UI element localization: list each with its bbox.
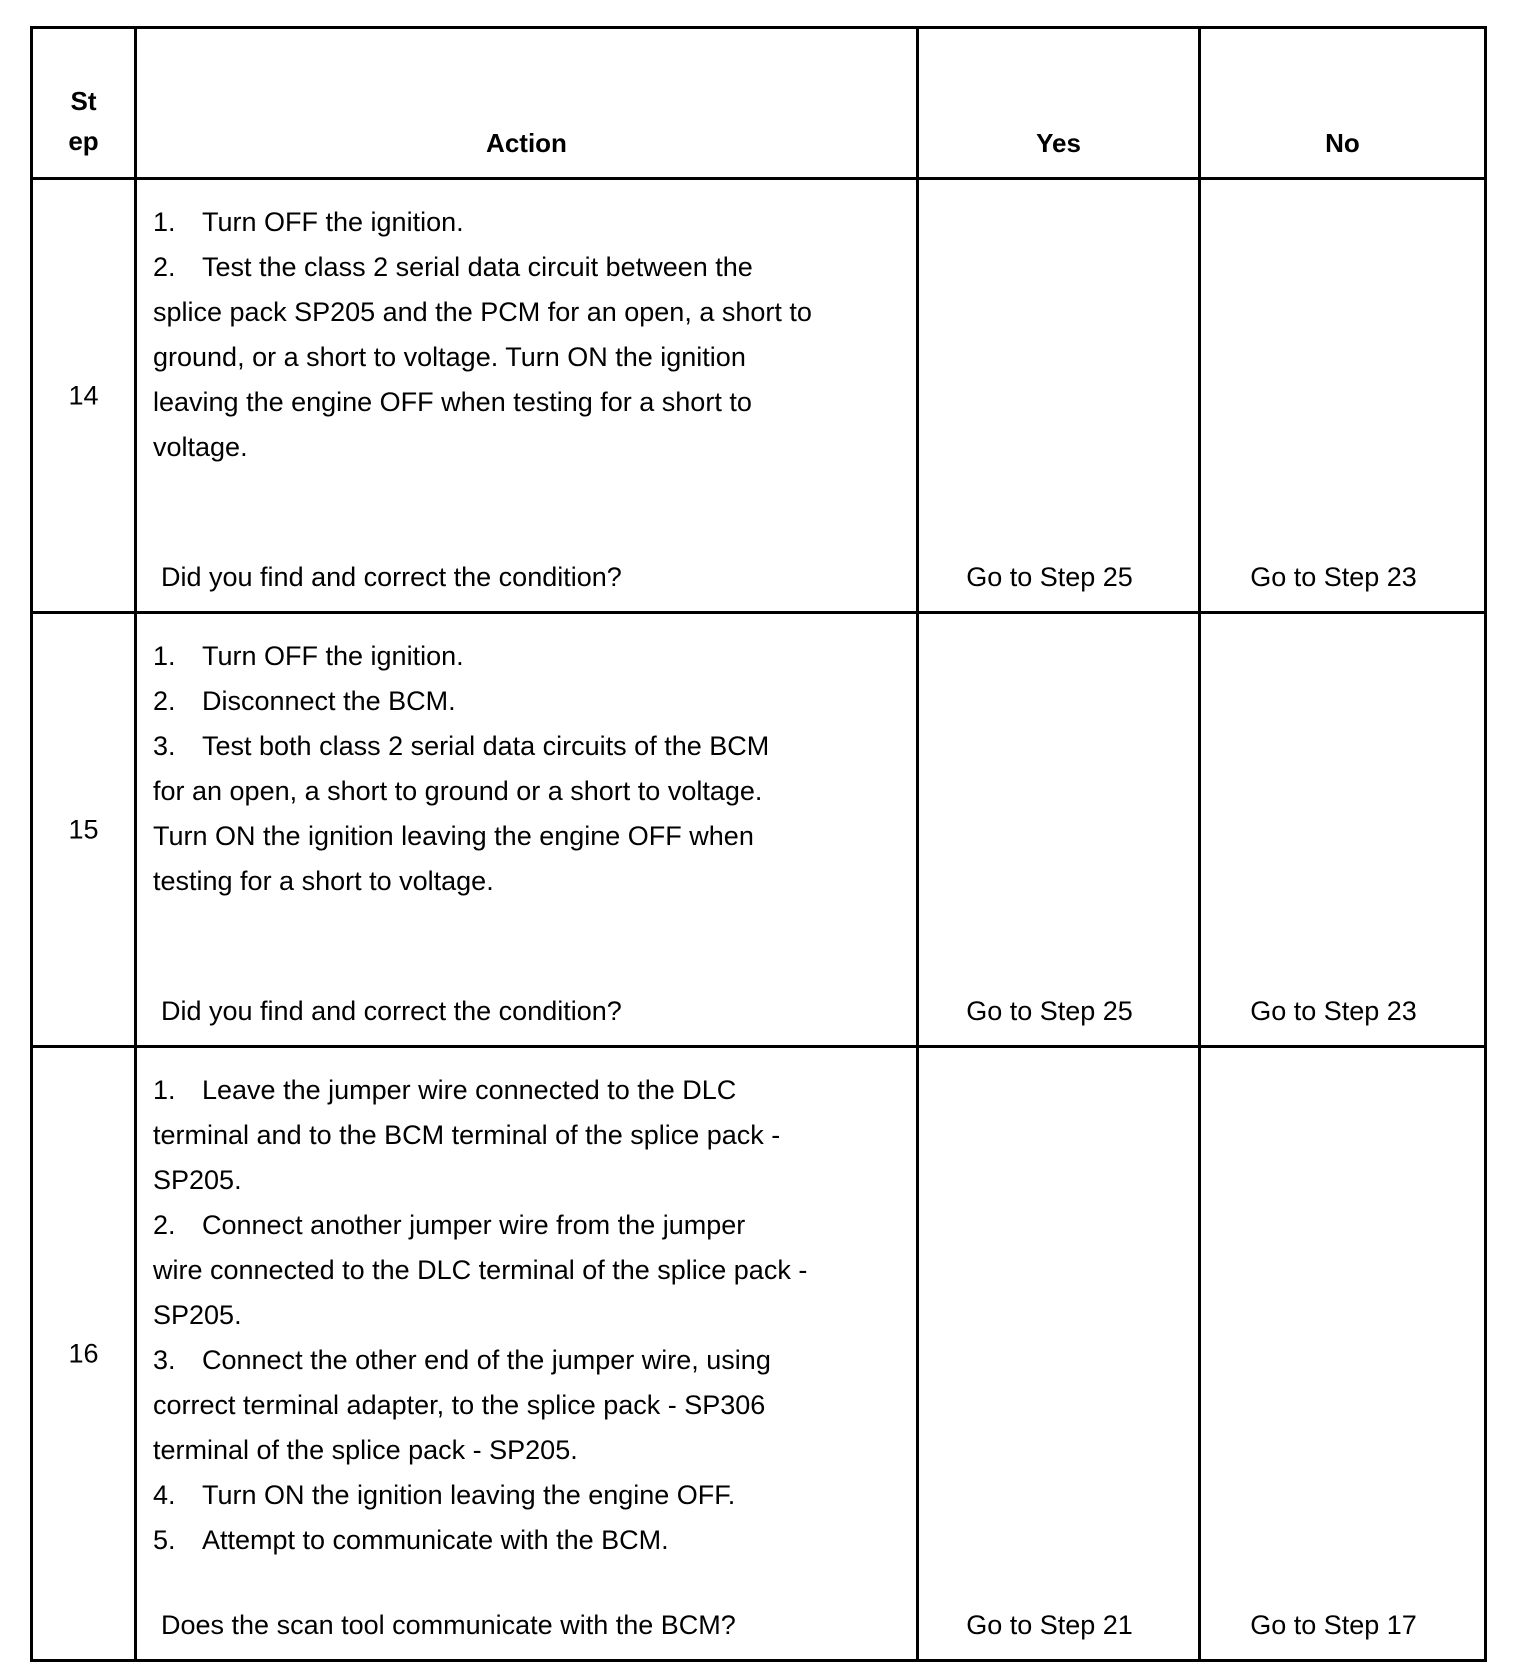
diagnostic-table [30,26,1487,1662]
header-step-line1: St [70,86,97,116]
table-row [32,1047,1486,1661]
action-line [153,380,900,425]
header-no [1200,28,1486,179]
no-result: Go to Step 23 [1250,562,1417,592]
action-text: leaving the engine OFF when testing for a short to [153,387,752,417]
action-text: Attempt to communicate with the BCM. [202,1525,669,1555]
action-text: SP205. [153,1165,242,1195]
action-question: Did you find and correct the condition? [161,562,622,592]
action-text: Connect the other end of the jumper wire, using [202,1345,771,1375]
action-text: terminal of the splice pack - SP205. [153,1435,578,1465]
table-row [32,179,1486,613]
no-cell [1200,1047,1486,1661]
yes-cell [918,179,1200,613]
action-text: wire connected to the DLC terminal of the splice pack - [153,1255,808,1285]
step-number: 15 [68,814,99,844]
action-line [153,245,900,290]
header-step-line2: ep [68,126,99,156]
action-text: for an open, a short to ground or a short to voltage. [153,776,763,806]
action-line [153,724,900,769]
action-line [153,859,900,904]
action-text: ground, or a short to voltage. Turn ON the ignition [153,342,746,372]
step-cell [32,1047,136,1661]
action-step-number: 4. [153,1480,176,1510]
action-cell [136,179,918,613]
action-step-number: 3. [153,731,176,761]
action-text: terminal and to the BCM terminal of the splice pack - [153,1120,781,1150]
action-step-number: 2. [153,252,176,282]
header-no-label: No [1325,128,1360,158]
action-line [153,634,900,679]
action-line [153,1113,900,1158]
table-row [32,613,1486,1047]
action-text: splice pack SP205 and the PCM for an open, a short to [153,297,812,327]
yes-result: Go to Step 25 [966,562,1133,592]
action-text: Test both class 2 serial data circuits of the BCM [202,731,770,761]
header-row [32,28,1486,179]
action-text: Turn OFF the ignition. [202,641,464,671]
action-text: voltage. [153,432,248,462]
yes-result: Go to Step 21 [966,1610,1133,1640]
action-text: SP205. [153,1300,242,1330]
no-cell [1200,179,1486,613]
action-line [153,335,900,380]
header-action-label: Action [486,128,567,158]
action-line [153,1068,900,1113]
action-line [153,200,900,245]
action-line [153,1203,900,1248]
action-step-number: 2. [153,1210,176,1240]
action-line [153,769,900,814]
action-line [153,425,900,470]
action-step-number: 2. [153,686,176,716]
action-line [153,1428,900,1473]
action-line [153,1518,900,1563]
step-number: 14 [68,380,99,410]
action-line [153,1248,900,1293]
action-line [153,1383,900,1428]
action-lines [137,1048,916,1563]
no-result: Go to Step 17 [1250,1610,1417,1640]
action-line [153,679,900,724]
action-line [153,814,900,859]
header-yes [918,28,1200,179]
yes-cell [918,613,1200,1047]
action-line [153,290,900,335]
header-yes-label: Yes [1036,128,1081,158]
action-text: Turn OFF the ignition. [202,207,464,237]
action-lines [137,614,916,904]
action-text: Turn ON the ignition leaving the engine OFF when [153,821,754,851]
action-line [153,1473,900,1518]
action-step-number: 1. [153,1075,176,1105]
action-line [153,1293,900,1338]
action-step-number: 1. [153,641,176,671]
yes-cell [918,1047,1200,1661]
step-cell [32,613,136,1047]
yes-result: Go to Step 25 [966,996,1133,1026]
action-lines [137,180,916,470]
action-text: Turn ON the ignition leaving the engine OFF. [202,1480,736,1510]
action-text: testing for a short to voltage. [153,866,494,896]
action-cell [136,613,918,1047]
header-step [32,28,136,179]
action-cell [136,1047,918,1661]
no-cell [1200,613,1486,1047]
action-text: Connect another jumper wire from the jumper [202,1210,746,1240]
action-step-number: 5. [153,1525,176,1555]
header-action [136,28,918,179]
action-step-number: 3. [153,1345,176,1375]
action-question: Does the scan tool communicate with the BCM? [161,1610,736,1640]
action-text: Leave the jumper wire connected to the DLC [202,1075,737,1105]
step-cell [32,179,136,613]
step-number: 16 [68,1338,99,1368]
action-question: Did you find and correct the condition? [161,996,622,1026]
no-result: Go to Step 23 [1250,996,1417,1026]
action-step-number: 1. [153,207,176,237]
action-text: Disconnect the BCM. [202,686,456,716]
action-text: Test the class 2 serial data circuit between the [202,252,753,282]
action-line [153,1158,900,1203]
action-text: correct terminal adapter, to the splice pack - SP306 [153,1390,766,1420]
action-line [153,1338,900,1383]
